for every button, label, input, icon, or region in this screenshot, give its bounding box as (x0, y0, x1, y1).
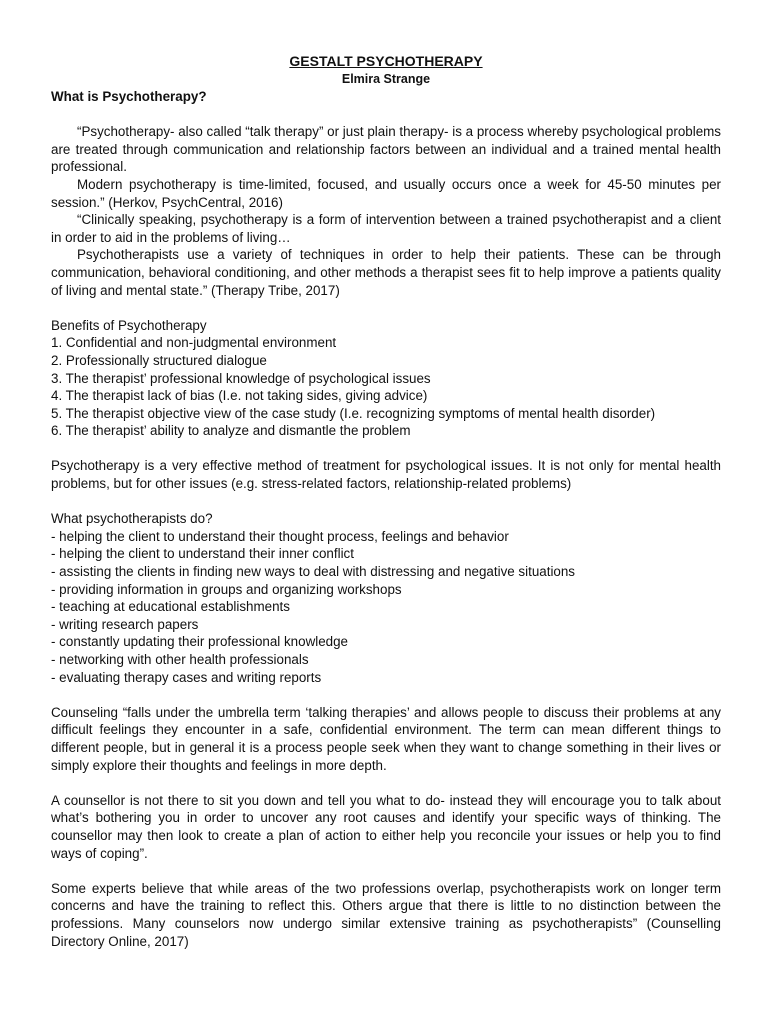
spacer (51, 862, 721, 880)
counsellor-paragraph: A counsellor is not there to sit you down and tell you what to do- instead they will encourage you to talk about what’s bothering you in order to uncover any root causes and identify your specific ways of thinking. The counsellor may then look to create a plan of action to either help you reconcile your issues or help you to find ways of coping”. (51, 792, 721, 861)
list-item: - writing research papers (51, 616, 199, 632)
duties-section (51, 510, 721, 686)
counseling-paragraph: Counseling “falls under the umbrella term ‘talking therapies’ and allows people to discuss their problems at any difficult feelings they encounter in a safe, confidential environment. The term can mean different things to different people, but in general it is a process people seek when they want to change something in their lives or simply explore their thoughts and feelings in more depth. (51, 704, 721, 773)
experts-paragraph: Some experts believe that while areas of the two professions overlap, psychotherapists work on longer term concerns and have the training to reflect this. Others argue that there is little to no distinction between the professions. Many counselors now undergo similar extensive training as psychotherapists” (Counselling Directory Online, 2017) (51, 880, 721, 949)
spacer (51, 686, 721, 704)
list-item: - providing information in groups and organizing workshops (51, 581, 402, 597)
benefits-section (51, 317, 721, 440)
list-item: 6. The therapist’ ability to analyze and dismantle the problem (51, 423, 411, 439)
question-heading: What is Psychotherapy? (51, 89, 207, 104)
list-item: 5. The therapist objective view of the case study (I.e. recognizing symptoms of mental health disorder) (51, 405, 656, 421)
intro-paragraph: Modern psychotherapy is time-limited, focused, and usually occurs once a week for 45-50 minutes per session.” (Herkov, PsychCentral, 2016) (51, 176, 721, 210)
list-item: 2. Professionally structured dialogue (51, 352, 267, 368)
benefits-list (51, 334, 721, 440)
list-item: 1. Confidential and non-judgmental environment (51, 335, 337, 351)
list-item: - evaluating therapy cases and writing reports (51, 669, 322, 685)
spacer (51, 493, 721, 511)
spacer (51, 440, 721, 458)
intro-paragraph: “Clinically speaking, psychotherapy is a form of intervention between a trained psychotherapist and a client in order to aid in the problems of living… (51, 212, 721, 245)
list-item: 3. The therapist’ professional knowledge of psychological issues (51, 370, 431, 386)
list-item: - helping the client to understand their inner conflict (51, 546, 354, 562)
list-item: - constantly updating their professional knowledge (51, 634, 349, 650)
effectiveness-paragraph: Psychotherapy is a very effective method of treatment for psychological issues. It is not only for mental health problems, but for other issues (e.g. stress-related factors, relationship-related problems) (51, 458, 721, 492)
list-item: - helping the client to understand their thought process, feelings and behavior (51, 528, 509, 544)
duties-list (51, 528, 721, 686)
document-title: GESTALT PSYCHOTHERAPY (289, 53, 483, 69)
intro-paragraph: Psychotherapists use a variety of techniques in order to help their patients. These can be through communication, behavioral conditioning, and other methods a therapist sees fit to help improve a patients quality of living and mental state.” (Therapy Tribe, 2017) (51, 247, 721, 298)
duties-heading: What psychotherapists do? (51, 511, 213, 527)
list-item: - assisting the clients in finding new ways to deal with distressing and negative situations (51, 564, 576, 580)
spacer (51, 299, 721, 317)
intro-section (51, 123, 721, 299)
benefits-heading: Benefits of Psychotherapy (51, 317, 207, 333)
list-item: 4. The therapist lack of bias (I.e. not taking sides, giving advice) (51, 388, 428, 404)
intro-paragraph: “Psychotherapy- also called “talk therapy” or just plain therapy- is a process whereby psychological problems are treated through communication and relationship factors between an individual and a trained mental health professional. (51, 124, 721, 175)
list-item: - teaching at educational establishments (51, 599, 290, 615)
list-item: - networking with other health professionals (51, 652, 309, 667)
document-author: Elmira Strange (341, 72, 431, 86)
spacer (51, 774, 721, 792)
